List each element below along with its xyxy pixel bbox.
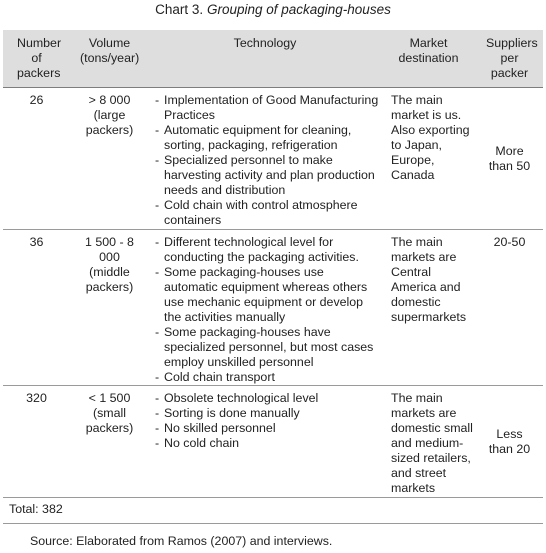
tech-item: - Different technological level for conducting the packaging activities. [155,235,379,265]
cell-technology [149,386,381,498]
cell-volume: < 1 500 (small packers) [70,386,149,498]
cell-suppliers: Less than 20 [476,386,543,498]
tech-item: - Implementation of Good Manufacturing Practices [155,93,379,123]
title-italic: Grouping of packaging-houses [206,2,391,17]
source-note: Source: Elaborated from Ramos (2007) and interviews. [30,534,333,548]
header-suppliers: Suppliers per packer [486,36,538,80]
tech-item: - Cold chain with control atmosphere containers [155,198,379,228]
header-technology: Technology [233,36,297,50]
table-row [3,230,543,386]
header-row [3,30,543,88]
cell-market: The main markets are Central America and domestic supermarkets [381,230,476,386]
tech-item: - No skilled personnel [155,421,379,436]
tech-item: - Obsolete technological level [155,391,379,406]
total-text: Total: 382 [3,498,543,524]
cell-suppliers: More than 50 [476,88,543,230]
cell-technology [149,230,381,386]
cell-market: The main market is us. Also exporting to Japan, Europe, Canada [381,88,476,230]
cell-volume: > 8 000 (large packers) [70,88,149,230]
cell-market: The main markets are domestic small and medium-sized retailers, and street markets [381,386,476,498]
tech-item: - Cold chain transport [155,370,379,385]
title-prefix: Chart 3. [155,2,204,17]
cell-volume: 1 500 - 8 000 (middle packers) [70,230,149,386]
tech-item: - Some packaging-houses use automatic equipment whereas others use mechanic equipment or develop the activities manually [155,265,379,325]
cell-number: 26 [3,88,70,230]
header-market: Market destination [398,36,459,65]
cell-number: 36 [3,230,70,386]
tech-item: - Sorting is done manually [155,406,379,421]
chart-title [0,2,546,18]
cell-number: 320 [3,386,70,498]
total-row [3,498,543,524]
packaging-houses-table [3,30,543,524]
cell-technology [149,88,381,230]
tech-item: - Specialized personnel to make harvesting activity and plan production needs and distribution [155,153,379,198]
table-row [3,386,543,498]
header-number: Number of packers [17,36,62,80]
table-row [3,88,543,230]
tech-item: - Automatic equipment for cleaning, sorting, packaging, refrigeration [155,123,379,153]
tech-item: - No cold chain [155,436,379,451]
cell-suppliers: 20-50 [476,230,543,386]
tech-item: - Some packaging-houses have specialized personnel, but most cases employ unskilled personnel [155,325,379,370]
header-volume: Volume (tons/year) [80,36,140,65]
